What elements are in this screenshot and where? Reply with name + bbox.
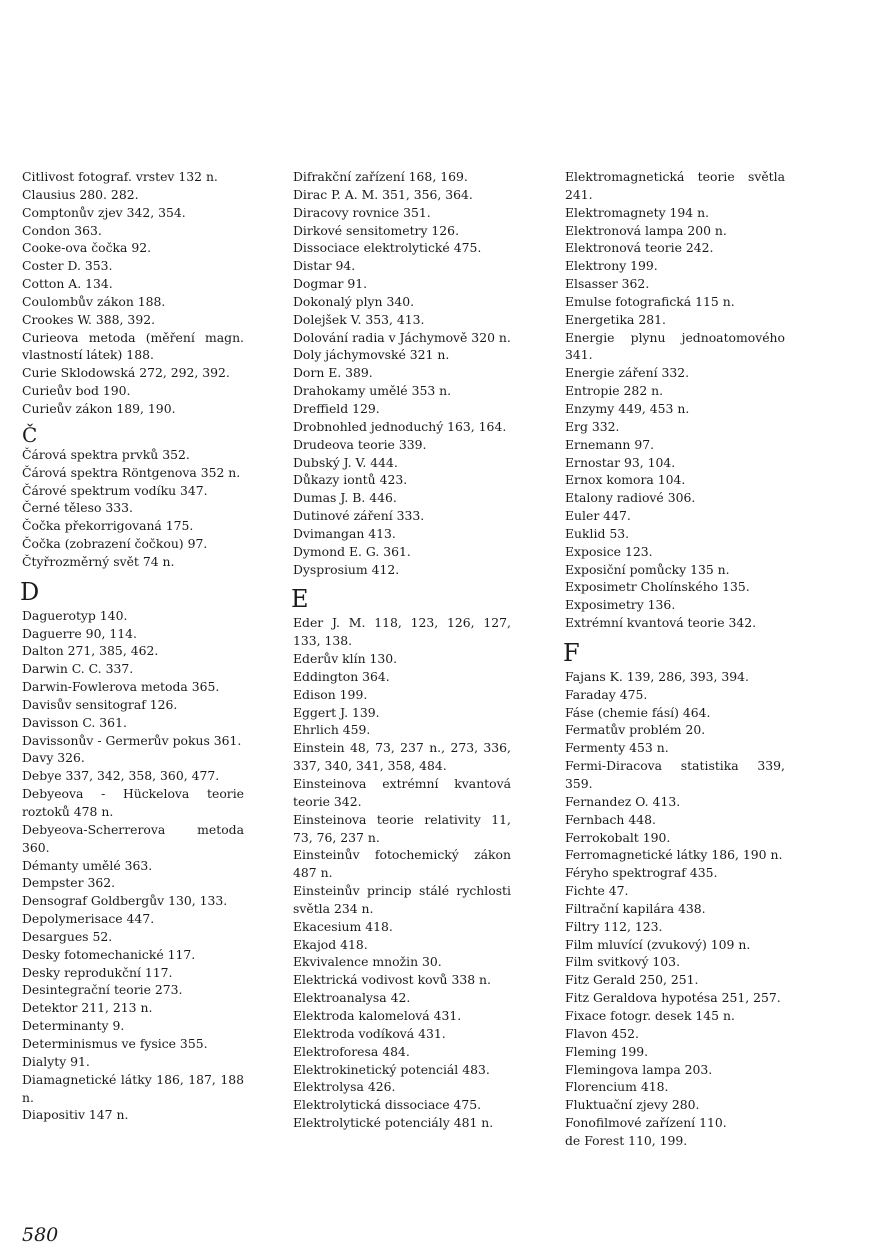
index-entry: Debyeova - Hückelova teorie roztoků 478 n. (22, 786, 244, 819)
index-entry: Curieova metoda (měření magn. vlastností látek) 188. (22, 329, 244, 363)
index-entry: Energie plynu jednoatomového 341. (565, 329, 785, 363)
index-entry: de Forest 110, 199. (565, 1132, 688, 1148)
index-entry: Drudeova teorie 339. (293, 436, 427, 452)
index-entry: Černé těleso 333. (22, 500, 133, 516)
index-entry: Einsteinův princip stálé rychlosti světla 234 n. (293, 883, 511, 916)
index-entry: Dolování radia v Jáchymově 320 n. (293, 329, 511, 345)
index-entry: Cooke-ova čočka 92. (22, 240, 152, 256)
index-entry: Curieův zákon 189, 190. (22, 400, 176, 416)
index-entry: Elektromagnetická teorie světla 241. (565, 169, 785, 202)
index-entry: Fernbach 448. (565, 811, 656, 827)
index-entry: Davisův sensitograf 126. (22, 696, 178, 712)
index-entry: Elektronová lampa 200 n. (565, 222, 727, 238)
index-entry: Dorn E. 389. (293, 365, 373, 381)
index-entry: Ernostar 93, 104. (565, 454, 676, 470)
index-entry: Coulombův zákon 188. (22, 293, 166, 309)
index-entry: Einsteinova teorie relativity 11, 73, 76, 237 n. (293, 811, 511, 845)
index-entry: Citlivost fotograf. vrstev 132 n. (22, 169, 218, 184)
index-entry: Fermi-Diracova statistika 339, 359. (565, 758, 785, 791)
section-letter: D (20, 577, 40, 606)
index-entry: Dokonalý plyn 340. (293, 293, 415, 309)
index-entry: Depolymerisace 447. (22, 911, 155, 927)
index-entry: Exposimetr Cholínského 135. (565, 579, 750, 595)
index-entry: Energetika 281. (565, 311, 666, 327)
index-entry: Diamagnetické látky 186, 187, 188 n. (22, 1071, 244, 1105)
index-entry: Fichte 47. (565, 883, 629, 899)
index-entry: Dempster 362. (22, 875, 116, 891)
index-entry: Determinismus ve fysice 355. (22, 1035, 208, 1051)
index-column-1 (22, 168, 244, 1124)
index-column-2 (293, 168, 511, 1132)
index-entry: Čárová spektra Röntgenova 352 n. (22, 464, 241, 480)
index-entry: Comptonův zjev 342, 354. (22, 204, 186, 220)
section-letter: Č (22, 422, 38, 447)
page-number: 580 (22, 1224, 59, 1246)
index-entry: Féryho spektrograf 435. (565, 865, 718, 881)
index-entry: Faraday 475. (565, 686, 648, 702)
index-entry: Filtrační kapilára 438. (565, 900, 706, 916)
index-entry: Flemingova lampa 203. (565, 1061, 713, 1077)
index-entry: Exposice 123. (565, 543, 653, 559)
index-entry: Desintegrační teorie 273. (22, 982, 183, 998)
index-entry: Ekajod 418. (293, 936, 368, 952)
index-entry: Debyeova-Scherrerova metoda 360. (22, 821, 244, 855)
index-entry: Čárové spektrum vodíku 347. (22, 482, 208, 498)
index-entry: Difrakční zařízení 168, 169. (293, 169, 468, 184)
section-letter: F (563, 638, 580, 667)
index-entry: Doly jáchymovské 321 n. (293, 347, 450, 363)
index-entry: Ekacesium 418. (293, 918, 393, 934)
index-entry: Enzymy 449, 453 n. (565, 400, 690, 416)
index-entry: Etalony radiové 306. (565, 490, 696, 506)
index-entry: Elsasser 362. (565, 276, 650, 292)
index-entry: Erg 332. (565, 418, 620, 434)
index-entry: Energie záření 332. (565, 365, 690, 381)
index-entry: Davisson C. 361. (22, 714, 127, 730)
index-entry: Desky fotomechanické 117. (22, 946, 196, 962)
index-entry: Elektrolysa 426. (293, 1079, 396, 1095)
index-entry: Davy 326. (22, 750, 85, 766)
index-entry: Einsteinův fotochemický zákon 487 n. (293, 847, 511, 881)
index-entry: Elektrony 199. (565, 258, 658, 274)
index-entry: Elektrokinetický potenciál 483. (293, 1061, 490, 1077)
index-entry: Entropie 282 n. (565, 383, 664, 399)
index-entry: Fitz Gerald 250, 251. (565, 972, 699, 988)
index-entry: Debye 337, 342, 358, 360, 477. (22, 768, 220, 784)
index-entry: Ederův klín 130. (293, 651, 398, 667)
index-entry: Determinanty 9. (22, 1018, 125, 1034)
index-entry: Condon 363. (22, 222, 102, 238)
index-entry: Euler 447. (565, 508, 631, 524)
index-entry: Dirac P. A. M. 351, 356, 364. (293, 186, 473, 202)
index-entry: Desargues 52. (22, 928, 113, 944)
index-entry: Fajans K. 139, 286, 393, 394. (565, 668, 749, 684)
index-entry: Elektrická vodivost kovů 338 n. (293, 972, 491, 988)
index-entry: Edison 199. (293, 686, 368, 702)
index-entry: Fermatův problém 20. (565, 722, 706, 738)
index-entry: Ehrlich 459. (293, 722, 371, 738)
index-entry: Daguerotyp 140. (22, 607, 128, 623)
index-entry: Exposiční pomůcky 135 n. (565, 561, 730, 577)
index-entry: Euklid 53. (565, 525, 630, 541)
index-entry: Dutinové záření 333. (293, 508, 425, 524)
index-entry: Detektor 211, 213 n. (22, 1000, 153, 1016)
index-entry: Diracovy rovnice 351. (293, 204, 431, 220)
index-entry: Emulse fotografická 115 n. (565, 293, 735, 309)
index-entry: Démanty umělé 363. (22, 857, 153, 873)
index-entry: Elektrolytická dissociace 475. (293, 1097, 482, 1113)
index-entry: Dalton 271, 385, 462. (22, 643, 159, 659)
index-entry: Dumas J. B. 446. (293, 490, 397, 506)
index-entry: Fitz Geraldova hypotésa 251, 257. (565, 990, 781, 1006)
index-entry: Fixace fotogr. desek 145 n. (565, 1007, 735, 1023)
index-entry: Elektroforesa 484. (293, 1043, 410, 1059)
index-entry: Elektromagnety 194 n. (565, 204, 710, 220)
index-entry: Curieův bod 190. (22, 383, 131, 399)
index-entry: Dymond E. G. 361. (293, 543, 411, 559)
index-entry: Drahokamy umělé 353 n. (293, 383, 452, 399)
index-entry: Fáse (chemie fásí) 464. (565, 704, 711, 720)
index-entry: Crookes W. 388, 392. (22, 311, 156, 327)
index-entry: Elektrolytické potenciály 481 n. (293, 1115, 494, 1131)
index-entry: Ernemann 97. (565, 436, 655, 452)
index-entry: Fernandez O. 413. (565, 793, 681, 809)
index-entry: Diapositiv 147 n. (22, 1107, 129, 1123)
index-entry: Čočka (zobrazení čočkou) 97. (22, 536, 208, 552)
index-entry: Davissonův - Germerův pokus 361. (22, 732, 242, 748)
index-entry: Einsteinova extrémní kvantová teorie 342. (293, 776, 511, 809)
index-entry: Film mluvící (zvukový) 109 n. (565, 936, 751, 952)
index-entry: Fluktuační zjevy 280. (565, 1097, 700, 1113)
index-entry: Coster D. 353. (22, 258, 113, 274)
index-entry: Dubský J. V. 444. (293, 454, 398, 470)
index-entry: Ernox komora 104. (565, 472, 686, 488)
index-entry: Eder J. M. 118, 123, 126, 127, 133, 138. (293, 615, 511, 649)
index-entry: Dolejšek V. 353, 413. (293, 311, 425, 327)
index-entry: Florencium 418. (565, 1079, 669, 1095)
index-entry: Ferromagnetické látky 186, 190 n. (565, 847, 783, 863)
index-entry: Flavon 452. (565, 1025, 639, 1041)
index-entry: Fermenty 453 n. (565, 740, 669, 756)
index-entry: Exposimetry 136. (565, 597, 676, 613)
index-entry: Darwin C. C. 337. (22, 661, 134, 677)
index-entry: Daguerre 90, 114. (22, 625, 137, 641)
index-entry: Cotton A. 134. (22, 276, 113, 292)
index-entry: Čtyřrozměrný svět 74 n. (22, 553, 175, 569)
index-entry: Čárová spektra prvků 352. (22, 446, 190, 462)
index-entry: Clausius 280. 282. (22, 186, 139, 202)
index-entry: Elektroda kalomelová 431. (293, 1007, 462, 1023)
index-entry: Ferrokobalt 190. (565, 829, 671, 845)
section-letter: E (291, 585, 309, 614)
index-entry: Filtry 112, 123. (565, 918, 663, 934)
index-entry: Desky reprodukční 117. (22, 964, 173, 980)
index-entry: Distar 94. (293, 258, 356, 274)
index-entry: Dirkové sensitometry 126. (293, 222, 460, 238)
index-entry: Fleming 199. (565, 1043, 649, 1059)
index-entry: Densograf Goldbergův 130, 133. (22, 893, 228, 909)
index-entry: Einstein 48, 73, 237 n., 273, 336, 337, 340, 341, 358, 484. (293, 740, 511, 774)
index-entry: Elektroda vodíková 431. (293, 1025, 446, 1041)
index-entry: Důkazy iontů 423. (293, 472, 408, 488)
index-entry: Eddington 364. (293, 668, 390, 684)
index-entry: Curie Sklodowská 272, 292, 392. (22, 365, 230, 381)
index-entry: Dogmar 91. (293, 276, 368, 292)
index-entry: Dialyty 91. (22, 1053, 90, 1069)
index-entry: Dreffield 129. (293, 400, 380, 416)
index-entry: Elektroanalysa 42. (293, 990, 411, 1006)
index-entry: Fonofilmové zařízení 110. (565, 1115, 727, 1131)
index-entry: Extrémní kvantová teorie 342. (565, 615, 757, 631)
index-column-3 (565, 168, 785, 1150)
index-entry: Film svitkový 103. (565, 954, 681, 970)
index-entry: Eggert J. 139. (293, 704, 380, 720)
index-entry: Dvimangan 413. (293, 525, 396, 541)
index-entry: Dysprosium 412. (293, 561, 400, 577)
index-entry: Darwin-Fowlerova metoda 365. (22, 679, 220, 695)
index-entry: Dissociace elektrolytické 475. (293, 240, 482, 256)
index-entry: Ekvivalence množin 30. (293, 954, 442, 970)
index-entry: Drobnohled jednoduchý 163, 164. (293, 418, 507, 434)
index-entry: Elektronová teorie 242. (565, 240, 714, 256)
index-entry: Čočka překorrigovaná 175. (22, 518, 194, 534)
